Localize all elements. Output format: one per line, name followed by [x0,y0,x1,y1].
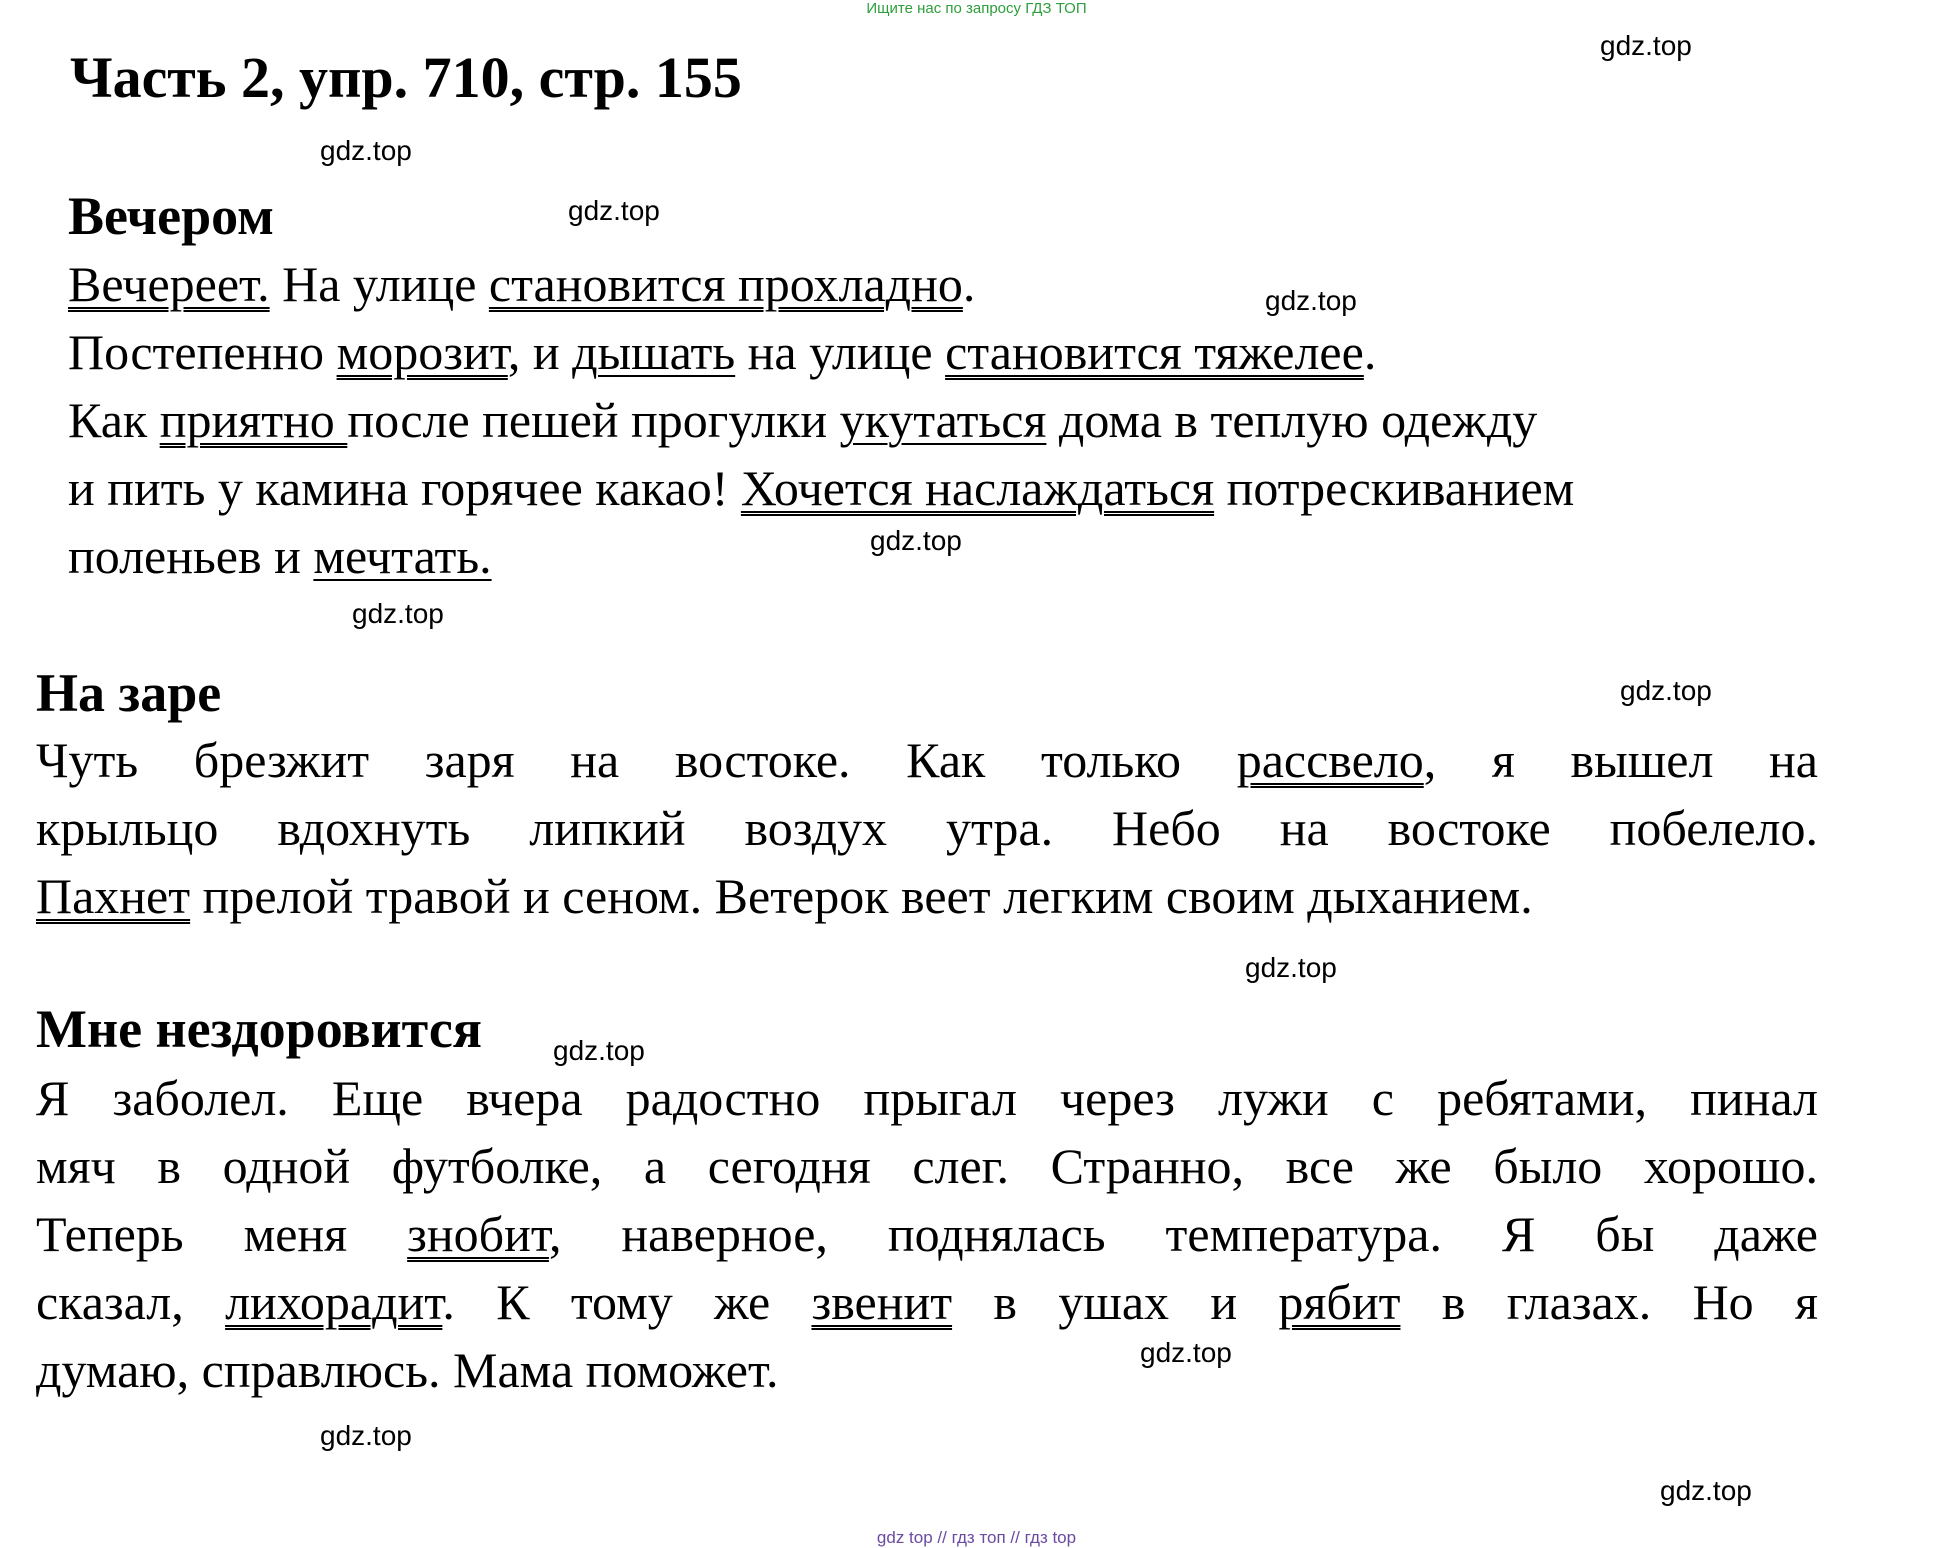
section-heading-ill: Мне нездоровится [36,999,483,1059]
watermark: gdz.top [352,598,444,629]
watermark: gdz.top [553,1035,645,1066]
dawn-line-3: Пахнет прелой травой и сеном. Ветерок веет легким своим дыханием. [36,868,1533,924]
page-title: Часть 2, упр. 710, стр. 155 [70,45,742,110]
dawn-line-1: Чуть брезжит заря на востоке. Как только рассвело, я вышел на [36,732,1818,788]
ill-line-3: Теперь меня знобит, наверное, поднялась температура. Я бы даже [36,1206,1818,1262]
watermark: gdz.top [1600,30,1692,61]
ill-line-2: мяч в одной футболке, а сегодня слег. Странно, все же было хорошо. [36,1138,1818,1194]
watermark: gdz.top [1140,1337,1232,1368]
evening-line-5: поленьев и мечтать. [68,528,492,584]
ill-line-1: Я заболел. Еще вчера радостно прыгал через лужи с ребятами, пинал [36,1070,1818,1126]
section-heading-dawn: На заре [36,663,222,723]
section-heading-evening: Вечером [68,186,274,246]
watermark: gdz.top [870,525,962,556]
evening-line-2: Постепенно морозит, и дышать на улице становится тяжелее. [68,324,1377,380]
top-banner: Ищите нас по запросу ГДЗ ТОП [866,0,1087,17]
watermark: gdz.top [568,195,660,226]
ill-line-4: сказал, лихорадит. К тому же звенит в ушах и рябит в глазах. Но я [36,1274,1818,1330]
evening-line-4: и пить у камина горячее какао! Хочется наслаждаться потрескиванием [68,460,1575,516]
footer-watermark: gdz top // гдз топ // гдз top [876,1528,1077,1547]
watermark: gdz.top [1265,285,1357,316]
watermark: gdz.top [320,135,412,166]
watermark: gdz.top [1620,675,1712,706]
evening-line-3: Как приятно после пешей прогулки укутаться дома в теплую одежду [68,392,1538,448]
watermark: gdz.top [320,1420,412,1451]
ill-line-5: думаю, справлюсь. Мама поможет. [36,1342,779,1398]
evening-line-1: Вечереет. На улице становится прохладно. [68,256,976,312]
watermark: gdz.top [1660,1475,1752,1506]
watermark: gdz.top [1245,952,1337,983]
dawn-line-2: крыльцо вдохнуть липкий воздух утра. Небо на востоке побелело. [36,800,1818,856]
